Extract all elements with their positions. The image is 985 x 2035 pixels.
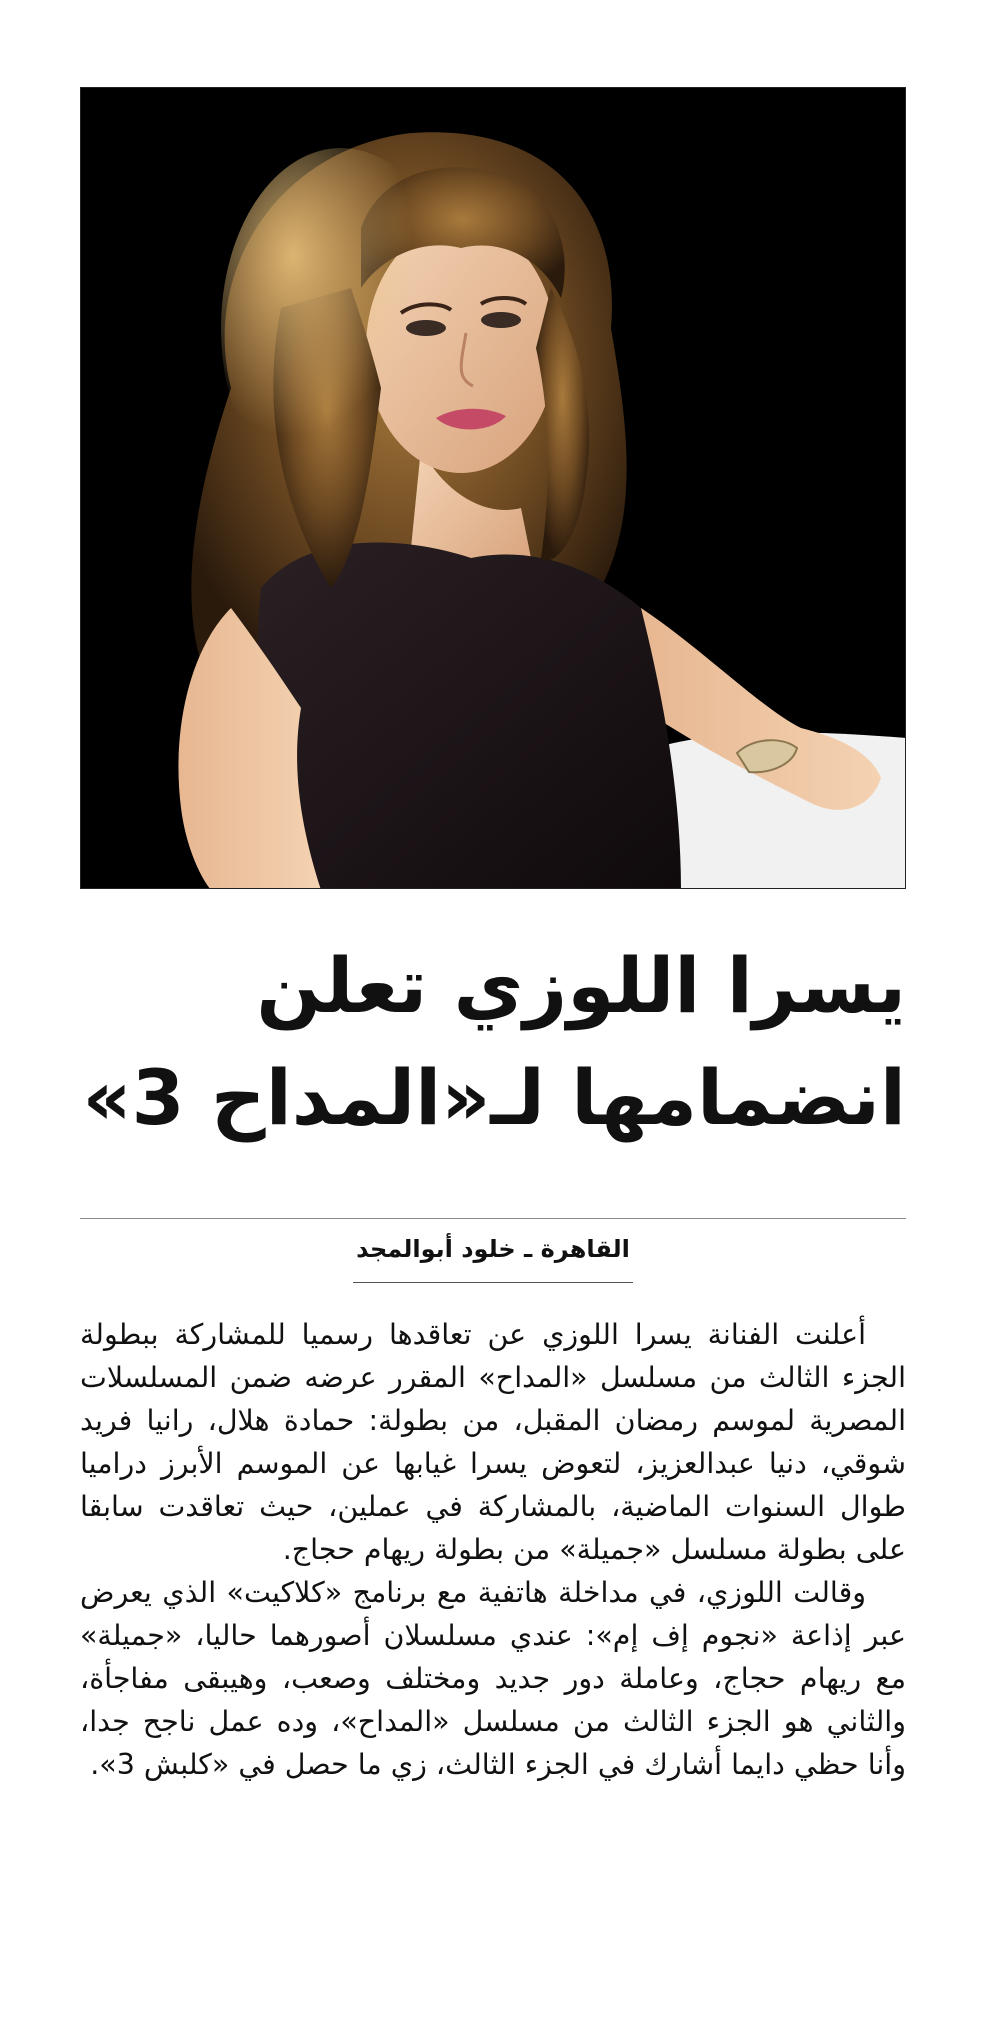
headline-line-2: انضمامها لـ«المداح 3» [82, 1053, 906, 1142]
byline-underline [353, 1282, 633, 1283]
article-byline: القاهرة ـ خلود أبوالمجد [356, 1235, 630, 1263]
article-photo [80, 87, 906, 889]
article-paragraph: وقالت اللوزي، في مداخلة هاتفية مع برنامج «كلاكيت» الذي يعرض عبر إذاعة «نجوم إف إم»: عندي مسلسلان أصورهما حاليا، «جميلة» مع ريهام حجاج، وعاملة دور جديد ومختلف وصعب، وهيبقى مفاجأة، والثاني هو الجزء الثالث من مسلسل «المداح»، وده عمل ناجح جدا، وأنا حظي دايما أشارك في الجزء الثالث، زي ما حصل في «كلبش 3». [80, 1576, 906, 1781]
article-headline [80, 930, 906, 1154]
divider-line [80, 1218, 906, 1219]
article-paragraph: أعلنت الفنانة يسرا اللوزي عن تعاقدها رسميا للمشاركة ببطولة الجزء الثالث من مسلسل «المداح» المقرر عرضه ضمن المسلسلات المصرية لموسم رمضان المقبل، من بطولة: حمادة هلال، رانيا فريد شوقي، دنيا عبدالعزيز، لتعوض يسرا غيابها عن الموسم الأبرز دراميا طوال السنوات الماضية، بالمشاركة في عملين، حيث تعاقدت سابقا على بطولة مسلسل «جميلة» من بطولة ريهام حجاج. [80, 1318, 906, 1566]
article-body [80, 1313, 906, 1786]
headline-line-1: يسرا اللوزي تعلن [256, 941, 906, 1030]
